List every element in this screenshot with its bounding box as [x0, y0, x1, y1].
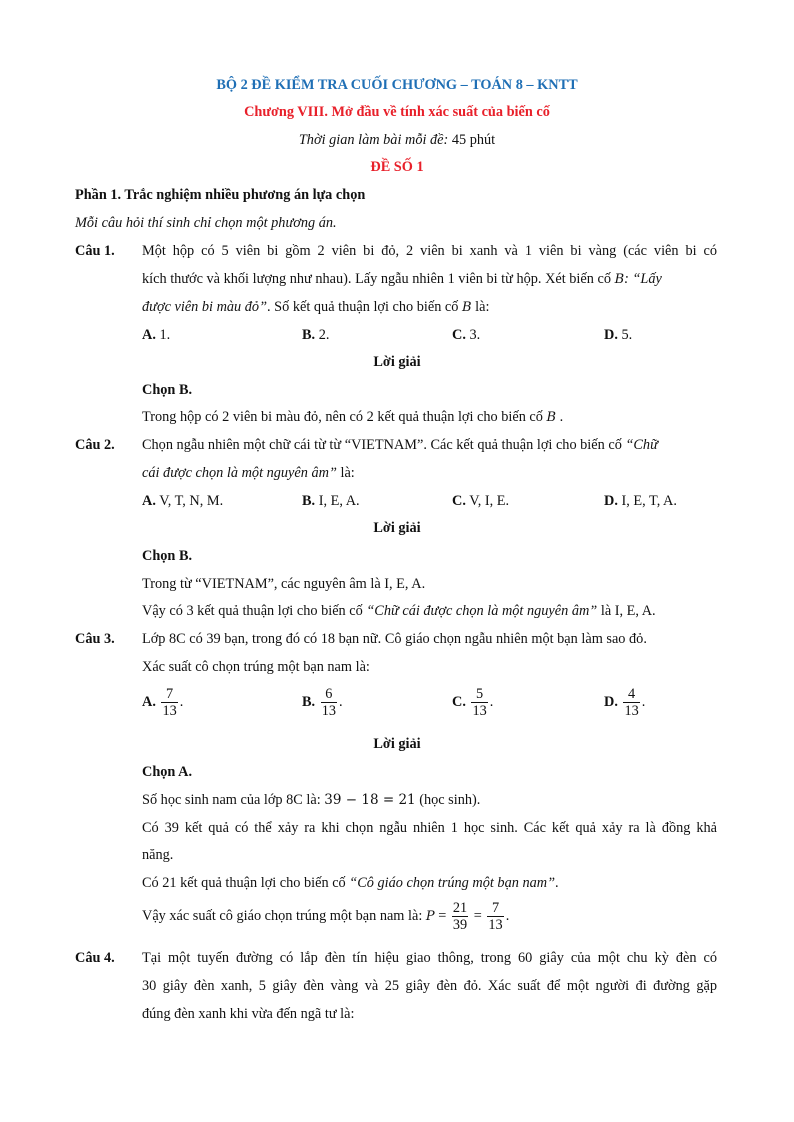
q1-option-a[interactable]: A. 1. [142, 327, 171, 343]
fraction: $\frac{21}{39}$ [452, 900, 468, 933]
fraction: $\frac{5}{13}$ [472, 686, 487, 719]
q2-explanation-2: Vậy có 3 kết quả thuận lợi cho biến cố “Chữ cái được chọn là một nguyên âm” là I, E, A. [142, 603, 656, 619]
q2-line2: cái được chọn là một nguyên âm” là: [142, 465, 355, 481]
q1-line2: kích thước và khối lượng như nhau). Lấy ngẫu nhiên 1 viên bi từ hộp. Xét biến cố B: “Lấy [142, 271, 662, 287]
fraction: $\frac{4}{13}$ [624, 686, 639, 719]
q2-option-d[interactable]: D. I, E, T, A. [604, 493, 677, 509]
q1-explanation: Trong hộp có 2 viên bi màu đỏ, nên có 2 kết quả thuận lợi cho biến cố B . [142, 409, 564, 425]
fraction: $\frac{6}{13}$ [321, 686, 336, 719]
q1-option-c[interactable]: C. 3. [452, 327, 481, 343]
q1-label: Câu 1. [75, 243, 115, 259]
q1-line1: Một hộp có 5 viên bi gồm 2 viên bi đỏ, 2 viên bi xanh và 1 viên bi vàng (các viên bi có [142, 243, 717, 259]
var-b: B [462, 300, 472, 315]
q2-label: Câu 2. [75, 437, 115, 453]
q1-option-d[interactable]: D. 5. [604, 327, 633, 343]
q3-explanation-4: Có 21 kết quả thuận lợi cho biến cố “Cô giáo chọn trúng một bạn nam”. [142, 875, 559, 891]
fraction: $\frac{7}{13}$ [162, 686, 177, 719]
q3-explanation-3: năng. [142, 847, 174, 863]
q2-answer: Chọn B. [142, 548, 193, 564]
q2-option-c[interactable]: C. V, I, E. [452, 493, 510, 509]
q4-line1: Tại một tuyến đường có lắp đèn tín hiệu giao thông, trong 60 giây của một chu kỳ đèn có [142, 950, 717, 966]
q3-option-d[interactable]: D. $\frac{4}{13}$ . [604, 686, 646, 719]
q2-option-a[interactable]: A. V, T, N, M. [142, 493, 224, 509]
q3-label: Câu 3. [75, 631, 115, 647]
q3-answer: Chọn A. [142, 764, 193, 780]
q4-label: Câu 4. [75, 950, 115, 966]
time-label: Thời gian làm bài mỗi đề: [298, 132, 449, 148]
q3-line1: Lớp 8C có 39 bạn, trong đó có 18 bạn nữ. Cô giáo chọn ngẫu nhiên một bạn làm sao đỏ. [142, 631, 647, 647]
q1-line3: được viên bi màu đỏ”. Số kết quả thuận lợi cho biến cố B là: [142, 299, 490, 315]
q3-explanation-2: Có 39 kết quả có thể xảy ra khi chọn ngẫu nhiên 1 học sinh. Các kết quả xảy ra là đồng khả [142, 820, 717, 836]
q2-line1: Chọn ngẫu nhiên một chữ cái từ từ “VIETNAM”. Các kết quả thuận lợi cho biến cố “Chữ [142, 437, 658, 453]
fraction: $\frac{7}{13}$ [488, 900, 503, 933]
var-b: B [546, 410, 557, 425]
time-info [0, 133, 794, 147]
var-b: B [614, 272, 625, 287]
time-value: 45 phút [451, 132, 496, 148]
q3-explanation-5: Vậy xác suất cô giáo chọn trúng một bạn nam là: P = $\frac{21}{39}$ = $\frac{7}{13}$ . [142, 900, 510, 933]
q1-solution-heading: Lời giải [373, 354, 421, 370]
part1-title: Phần 1. Trắc nghiệm nhiều phương án lựa chọn [75, 187, 366, 203]
q4-line3: đúng đèn xanh khi vừa đến ngã tư là: [142, 1006, 355, 1022]
part1-instruction: Mỗi câu hỏi thí sinh chỉ chọn một phương án. [75, 215, 337, 231]
q4-line2: 30 giây đèn xanh, 5 giây đèn vàng và 25 giây đèn đỏ. Xác suất để một người đi đường gặp [142, 978, 717, 994]
var-p: P [425, 908, 435, 924]
q2-solution-heading: Lời giải [373, 520, 421, 536]
q1-option-b[interactable]: B. 2. [302, 327, 330, 343]
q1-answer: Chọn B. [142, 382, 193, 398]
q2-option-b[interactable]: B. I, E, A. [302, 493, 360, 509]
q3-line2: Xác suất cô chọn trúng một bạn nam là: [142, 659, 370, 675]
document-title: BỘ 2 ĐỀ KIỂM TRA CUỐI CHƯƠNG – TOÁN 8 – KNTT [216, 77, 578, 93]
q3-explanation-1: Số học sinh nam của lớp 8C là: 39 − 18 = 21 (học sinh). [142, 792, 481, 808]
q3-option-b[interactable]: B. $\frac{6}{13}$ . [302, 686, 343, 719]
chapter-title: Chương VIII. Mở đầu về tính xác suất của biến cố [244, 104, 550, 120]
q2-explanation-1: Trong từ “VIETNAM”, các nguyên âm là I, E, A. [142, 576, 426, 592]
exam-number: ĐỀ SỐ 1 [370, 159, 424, 175]
q3-option-c[interactable]: C. $\frac{5}{13}$ . [452, 686, 494, 719]
q3-option-a[interactable]: A. $\frac{7}{13}$ . [142, 686, 184, 719]
q3-solution-heading: Lời giải [373, 736, 421, 752]
